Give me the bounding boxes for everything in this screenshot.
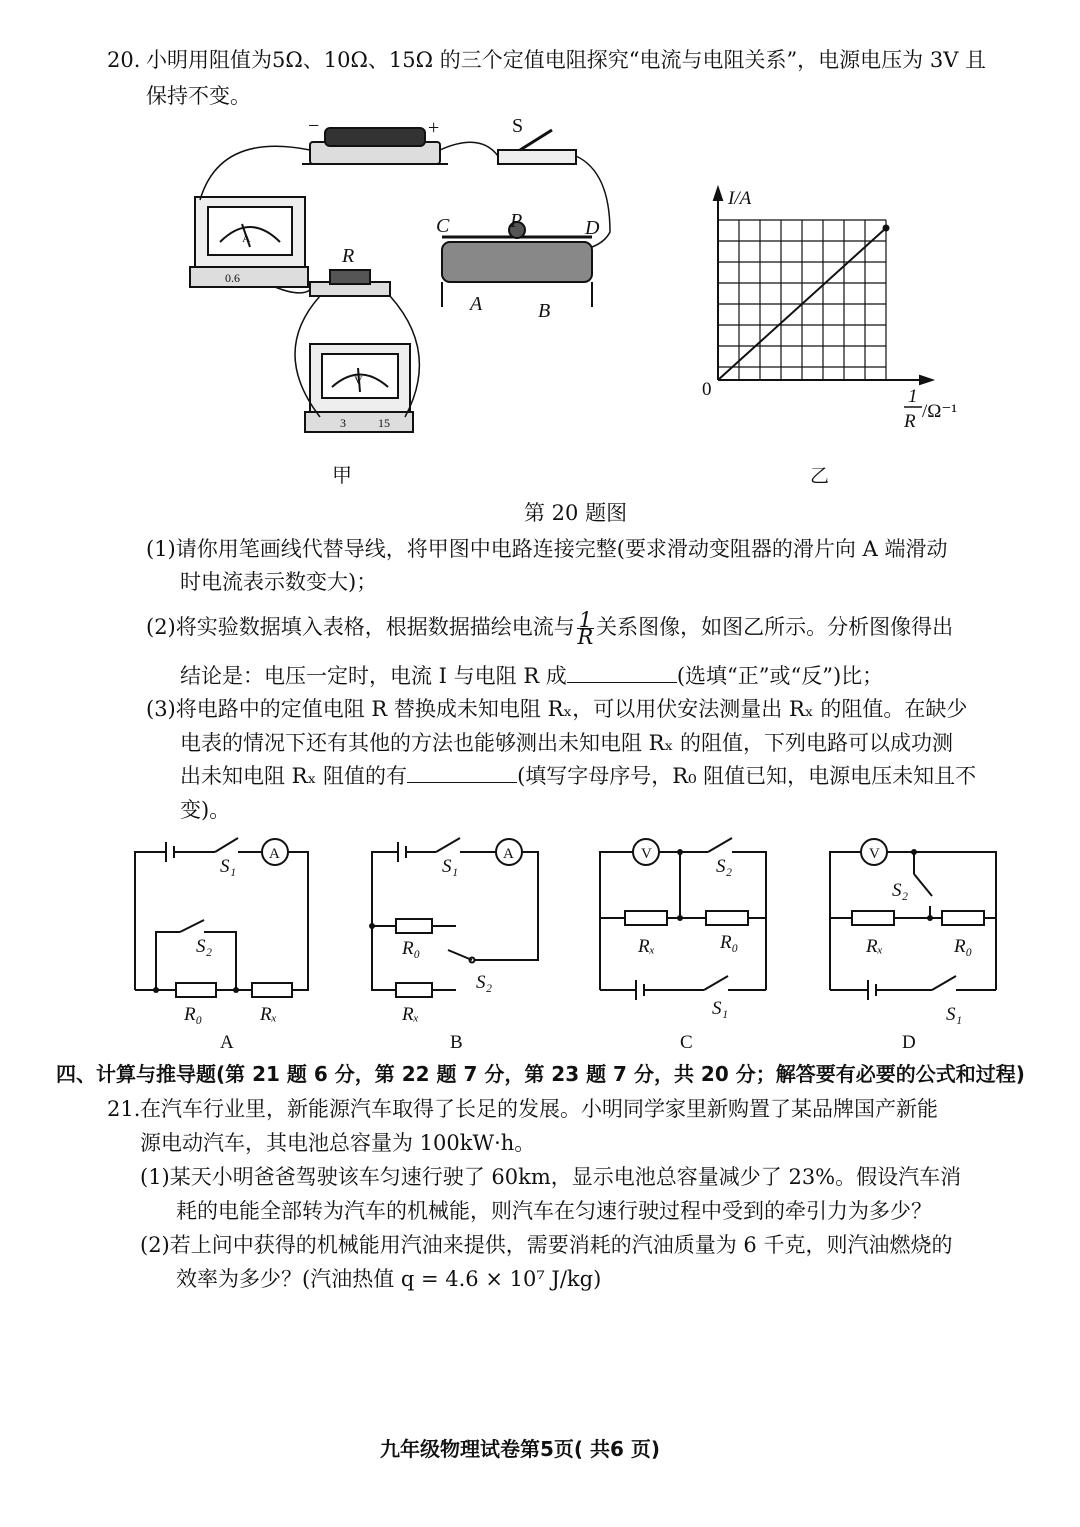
q20-part1-line2: 时电流表示数变大)； — [180, 570, 378, 594]
circuit-b-rx — [396, 983, 432, 997]
q20-part1-line1: (1)请你用笔画线代替导线，将甲图中电路连接完整(要求滑动变阻器的滑片向 A 端滑动 — [146, 537, 948, 561]
circuit-c-rx — [625, 911, 667, 925]
q21-part1-line1: (1)某天小明爸爸驾驶该车匀速行驶了 60km，显示电池总容量减少了 23%。假设汽车消 — [140, 1165, 962, 1189]
q20-part3-line3: 出未知电阻 Rₓ 阻值的有 (填写字母序号，R₀ 阻值已知，电源电压未知且不 — [180, 764, 977, 788]
switch-blade — [520, 130, 552, 150]
circuit-c-s1: S₁ — [712, 998, 729, 1019]
figure-yi — [690, 180, 980, 490]
circuit-b-r0-label: R₀ — [402, 938, 421, 959]
voltmeter-terminal-15: 15 — [378, 416, 390, 430]
terminal-p-label: P — [510, 210, 523, 232]
circuit-b-s1: S₁ — [442, 856, 459, 877]
switch-base — [498, 150, 576, 164]
circuit-c-meter-symbol: V — [641, 846, 652, 862]
circuit-c-label: C — [680, 1032, 693, 1053]
q21-part2-line2: 效率为多少？(汽油热值 q = 4.6 × 10⁷ J/kg) — [176, 1267, 602, 1291]
circuit-a-r0 — [176, 983, 216, 997]
circuit-c — [600, 838, 766, 1000]
voltmeter-symbol: V — [354, 373, 363, 387]
q20-stem-line2: 保持不变。 — [146, 84, 251, 108]
y-axis-arrow — [714, 188, 722, 200]
figure-jia — [180, 112, 630, 502]
circuit-a-s1: S₁ — [220, 856, 237, 877]
figure-jia-label: 甲 — [332, 465, 352, 487]
terminal-a-label: A — [470, 293, 483, 315]
terminal-b-label: B — [538, 300, 551, 322]
circuit-b-label: B — [450, 1032, 463, 1053]
q21-stem-line2: 源电动汽车，其电池总容量为 100kW·h。 — [140, 1131, 536, 1155]
q20-stem-line1: 小明用阻值为5Ω、10Ω、15Ω 的三个定值电阻探究“电流与电阻关系”，电源电压为 3V 且 — [146, 48, 987, 72]
circuit-c-r0-label: R₀ — [720, 932, 739, 953]
terminal-c-label: C — [436, 215, 450, 237]
circuit-b-rx-label: Rₓ — [402, 1004, 420, 1025]
circuit-diagrams — [120, 830, 1020, 1055]
graph-origin: 0 — [702, 379, 712, 400]
graph-xlabel-numerator: 1 — [908, 386, 918, 407]
circuit-b-s2: S₂ — [476, 972, 493, 993]
answer-blank-1[interactable] — [567, 662, 677, 683]
circuit-d-meter-symbol: V — [869, 846, 880, 862]
graph-ylabel: I/A — [728, 188, 752, 209]
answer-blank-2[interactable] — [407, 762, 517, 783]
page-footer: 九年级物理试卷第5页( 共6 页) — [380, 1437, 661, 1461]
ammeter-terminal-label: 0.6 — [225, 271, 240, 285]
graph-xlabel-unit: /Ω⁻¹ — [922, 401, 958, 422]
circuit-c-rx-label: Rₓ — [638, 936, 656, 957]
p2-fraction-denominator: R — [577, 625, 594, 649]
circuit-d — [830, 839, 996, 1000]
battery-minus-label: − — [308, 115, 320, 137]
ammeter-symbol: A — [242, 231, 251, 245]
circuit-c-r0 — [706, 911, 748, 925]
q21-part2-line1: (2)若上问中获得的机械能用汽油来提供，需要消耗的汽油质量为 6 千克，则汽油燃烧的 — [140, 1233, 953, 1257]
circuit-d-rx — [852, 911, 894, 925]
graph-xlabel-denominator: R — [904, 411, 916, 432]
circuit-a-meter-symbol: A — [269, 846, 280, 862]
q20-part3-line1: (3)将电路中的定值电阻 R 替换成未知电阻 Rₓ，可以用伏安法测量出 Rₓ 的阻值。在缺少 — [146, 697, 968, 721]
circuit-a-rx-label: Rₓ — [260, 1004, 278, 1025]
wire-battery-ammeter — [200, 146, 310, 200]
battery-plus-label: + — [428, 117, 440, 139]
q20-part2-line2: 结论是：电压一定时，电流 I 与电阻 R 成 (选填“正”或“反”)比； — [180, 664, 884, 688]
q21-stem-line1: 在汽车行业里，新能源汽车取得了长足的发展。小明同学家里新购置了某品牌国产新能 — [140, 1097, 938, 1121]
figure-yi-label: 乙 — [810, 466, 830, 487]
figure-caption: 第 20 题图 — [524, 501, 628, 525]
q20-number: 20. — [107, 48, 141, 72]
section4-heading: 四、计算与推导题(第 21 题 6 分，第 22 题 7 分，第 23 题 7 分，共 20 分；解答要有必要的公式和过程) — [56, 1062, 1025, 1086]
circuit-d-r0 — [942, 911, 984, 925]
resistor-label: R — [342, 245, 355, 267]
circuit-d-s1: S₁ — [946, 1004, 963, 1025]
x-axis-arrow — [920, 376, 932, 384]
q21-part1-line2: 耗的电能全部转为汽车的机械能，则汽车在匀速行驶过程中受到的牵引力为多少？ — [176, 1199, 932, 1223]
circuit-a-rx — [252, 983, 292, 997]
p2-fraction-numerator: 1 — [578, 608, 593, 632]
terminal-d-label: D — [585, 217, 600, 239]
circuit-d-label: D — [902, 1032, 916, 1053]
circuit-a-label: A — [220, 1032, 234, 1053]
circuit-d-r0-label: R₀ — [954, 936, 973, 957]
circuit-d-rx-label: Rₓ — [866, 936, 884, 957]
circuit-a-s2: S₂ — [196, 936, 213, 957]
q20-part3-line2: 电表的情况下还有其他的方法也能够测出未知电阻 Rₓ 的阻值，下列电路可以成功测 — [180, 731, 954, 755]
voltmeter-terminal-3: 3 — [340, 416, 346, 430]
circuit-b-meter-symbol: A — [503, 846, 514, 862]
circuit-c-s2: S₂ — [716, 856, 733, 877]
graph-endpoint — [884, 226, 889, 231]
q20-part3-line4: 变)。 — [180, 798, 231, 822]
circuit-d-s2: S₂ — [892, 880, 909, 901]
circuit-b-r0 — [396, 919, 432, 933]
switch-label: S — [512, 115, 524, 137]
q21-number: 21. — [107, 1097, 141, 1121]
rheostat-coil — [442, 242, 592, 282]
battery-cell — [325, 128, 425, 146]
circuit-a-r0-label: R₀ — [184, 1004, 203, 1025]
q20-part2-line1: (2)将实验数据填入表格，根据数据描绘电流与 $\frac{1}{R}$ 关系图像，如图乙所示。分析图像得出 — [146, 608, 954, 649]
